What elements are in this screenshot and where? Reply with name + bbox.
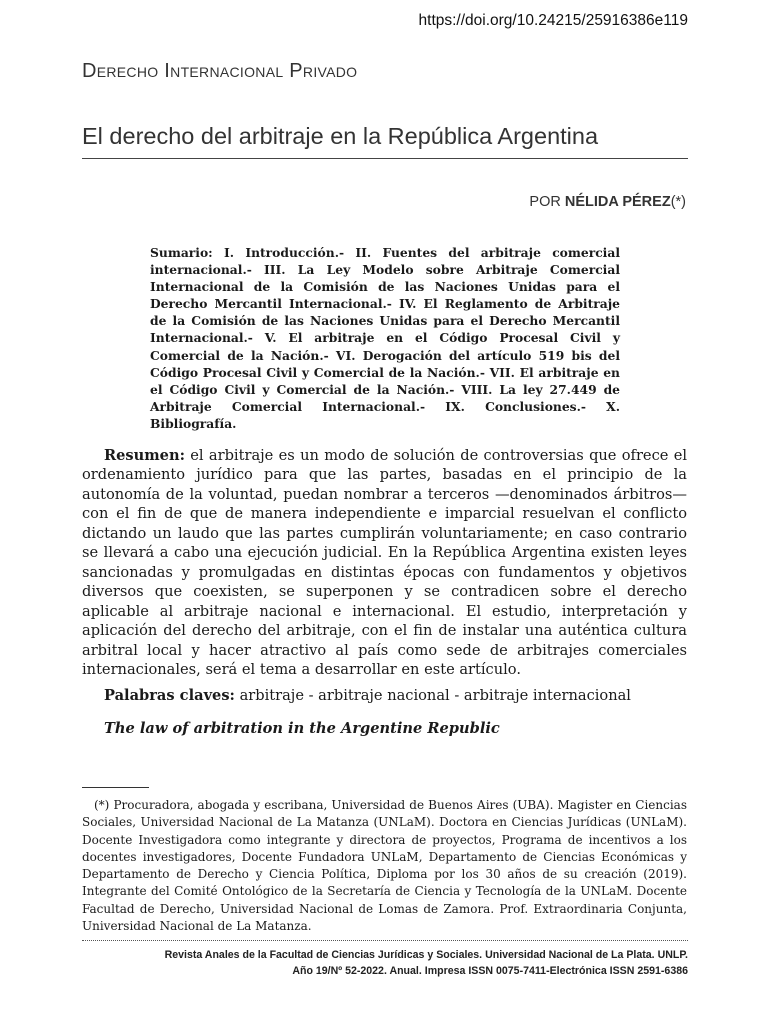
abstract-text: el arbitraje es un modo de solución de controversias que ofrece el ordenamiento jurídico para que las partes, basadas en el principio de la autonomía de la voluntad, puedan nombrar a terceros —denominados árbitros— con el fin de que de manera independiente e imparcial resuelvan el conflicto dictando un laudo que las partes cumplirán voluntariamente; en caso contrario se llevará a cabo una ejecución judicial. En la República Argentina existen leyes sancionadas y promulgadas en distintas épocas con fundamentos y objetivos diversos que coexisten, se superponen y se contradicen sobre el derecho aplicable al arbitraje nacional e internacional. El estudio, interpretación y aplicación del derecho del arbitraje, con el fin de instalar una auténtica cultura arbitral local y hacer atractivo al país como sede de arbitrajes comerciales internacionales, será el tema a desarrollar en este artículo. <box>82 447 687 678</box>
footnote-rule <box>82 787 149 788</box>
footnote <box>82 797 687 935</box>
english-title: The law of arbitration in the Argentine Republic <box>104 720 500 737</box>
summary-block: Sumario: I. Introducción.- II. Fuentes del arbitraje comercial internacional.- III. La Ley Modelo sobre Arbitraje Comercial Internacional de la Comisión de las Naciones Unidas para el Derecho Mercantil Internacional.- IV. El Reglamento de Arbitraje de la Comisión de las Naciones Unidas para el Derecho Mercantil Internacional.- V. El arbitraje en el Código Procesal Civil y Comercial de la Nación.- VI. Derogación del artículo 519 bis del Código Procesal Civil y Comercial de la Nación.- VII. El arbitraje en el Código Civil y Comercial de la Nación.- VIII. La ley 27.449 de Arbitraje Comercial Internacional.- IX. Conclusiones.- X. Bibliografía. <box>150 245 620 431</box>
abstract-paragraph <box>82 446 687 679</box>
footnote-text: Procuradora, abogada y escribana, Universidad de Buenos Aires (UBA). Magister en Ciencias Sociales, Universidad Nacional de La Matanza (UNLaM). Doctora en Ciencias Jurídicas (UNLaM). Docente Investigadora como integrante y directora de proyectos, Programa de incentivos a los docentes investigadores, Docente Fundadora UNLaM, Departamento de Ciencias Económicas y Departamento de Derecho y Ciencia Política, Diploma por los 30 años de su creación (2019). Integrante del Comité Ontológico de la Secretaría de Ciencia y Tecnología de la UNLaM. Docente Facultad de Derecho, Universidad Nacional de Lomas de Zamora. Prof. Extraordinaria Conjunta, Universidad Nacional de La Matanza. <box>82 798 687 934</box>
footnote-mark: (*) <box>94 798 110 812</box>
article-title: El derecho del arbitraje en la República Argentina <box>82 123 688 159</box>
author-line <box>529 194 686 210</box>
keywords-text: arbitraje - arbitraje nacional - arbitraje internacional <box>234 687 631 704</box>
author-name: NÉLIDA PÉREZ <box>564 194 671 210</box>
journal-footer <box>68 947 688 979</box>
author-prefix: POR <box>529 194 565 210</box>
doi-link[interactable]: https://doi.org/10.24215/25916386e119 <box>418 12 688 29</box>
author-footnote-mark[interactable]: (*) <box>670 194 686 210</box>
section-heading: Derecho Internacional Privado <box>82 60 358 82</box>
footer-divider <box>82 940 688 941</box>
journal-line-2: Año 19/Nº 52-2022. Anual. Impresa ISSN 0075-7411-Electrónica ISSN 2591-6386 <box>292 965 688 977</box>
abstract-label: Resumen: <box>104 447 185 464</box>
keywords-label: Palabras claves: <box>104 687 235 704</box>
journal-line-1: Revista Anales de la Facultad de Ciencias Jurídicas y Sociales. Universidad Nacional de La Plata. UNLP. <box>164 949 688 961</box>
keywords-line <box>104 687 704 704</box>
